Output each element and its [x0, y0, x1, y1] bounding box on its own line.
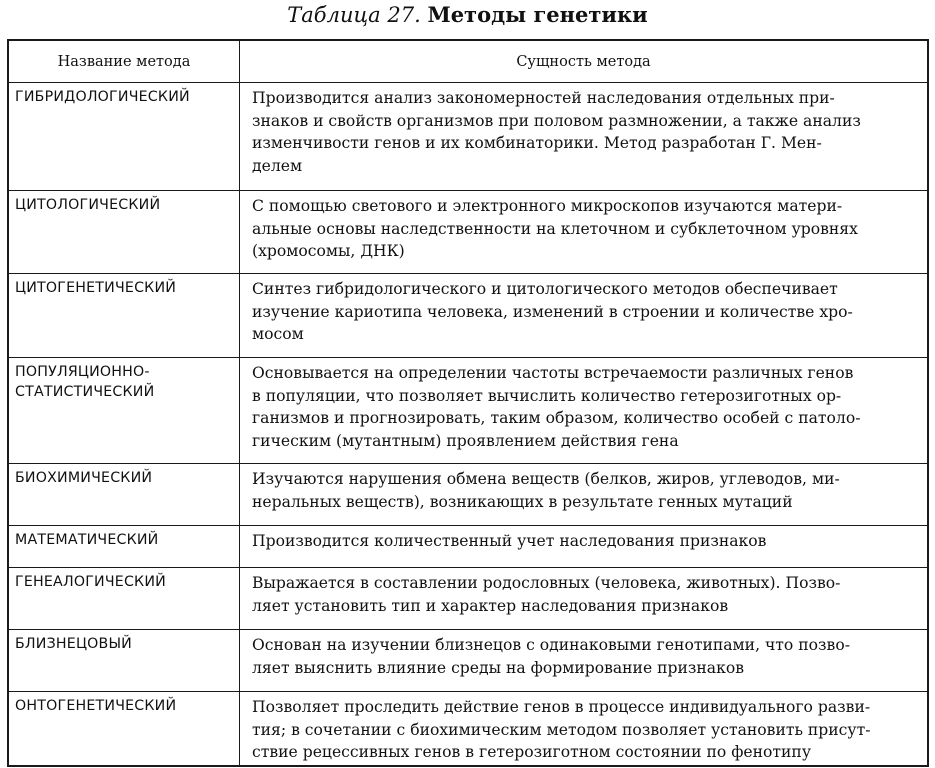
method-essence: Синтез гибридологического и цитологического методов обеспечивает изучение кариотипа человека, изменений в строении и количестве хро- мосом [252, 280, 853, 343]
table-row [9, 630, 927, 692]
table-row [9, 692, 927, 767]
table-row [9, 83, 927, 191]
caption-label: Таблица 27. [287, 3, 421, 27]
method-name: ГЕНЕАЛОГИЧЕСКИЙ [9, 568, 240, 629]
methods-table [7, 39, 929, 767]
method-essence: Выражается в составлении родословных (человека, животных). Позво- ляет установить тип и характер наследования признаков [252, 574, 841, 615]
table-row [9, 464, 927, 526]
method-name: ОНТОГЕНЕТИЧЕСКИЙ [9, 692, 240, 767]
method-essence: Основывается на определении частоты встречаемости различных генов в популяции, что позволяет вычислить количество гетерозиготных ор- ганизмов и прогнозировать, таким образом, количество особей с патоло- гическим (мутантным) проявлением действия гена [252, 364, 861, 450]
method-name: ПОПУЛЯЦИОННО- СТАТИСТИЧЕСКИЙ [9, 358, 240, 463]
method-name: ГИБРИДОЛОГИЧЕСКИЙ [9, 83, 240, 190]
method-name: МАТЕМАТИЧЕСКИЙ [9, 526, 240, 567]
method-essence: С помощью светового и электронного микроскопов изучаются матери- альные основы наследственности на клеточном и субклеточном уровнях (хромосомы, ДНК) [252, 197, 858, 260]
table-row [9, 358, 927, 464]
header-method-name: Название метода [9, 41, 240, 82]
table-caption [0, 2, 935, 28]
table-header [9, 41, 927, 83]
method-name: БЛИЗНЕЦОВЫЙ [9, 630, 240, 691]
header-method-essence: Сущность метода [516, 53, 651, 70]
method-essence: Основан на изучении близнецов с одинаковыми генотипами, что позво- ляет выяснить влияние среды на формирование признаков [252, 636, 850, 677]
table-row [9, 274, 927, 358]
table-row [9, 526, 927, 568]
method-name: ЦИТОГЕНЕТИЧЕСКИЙ [9, 274, 240, 357]
table-row [9, 568, 927, 630]
caption-title: Методы генетики [427, 2, 648, 27]
method-essence: Производится анализ закономерностей наследования отдельных при- знаков и свойств организмов при половом размножении, а также анализ изменчивости генов и их комбинаторики. Метод разработан Г. Мен- делем [252, 89, 861, 175]
method-essence: Изучаются нарушения обмена веществ (белков, жиров, углеводов, ми- неральных веществ), возникающих в результате генных мутаций [252, 470, 840, 511]
table-row [9, 191, 927, 274]
method-essence: Позволяет проследить действие генов в процессе индивидуального разви- тия; в сочетании с биохимическим методом позволяет установить присут- ствие рецессивных генов в гетерозиготном состоянии по фенотипу [252, 698, 871, 761]
method-name: БИОХИМИЧЕСКИЙ [9, 464, 240, 525]
method-name: ЦИТОЛОГИЧЕСКИЙ [9, 191, 240, 273]
method-essence: Производится количественный учет наследования признаков [252, 532, 767, 550]
